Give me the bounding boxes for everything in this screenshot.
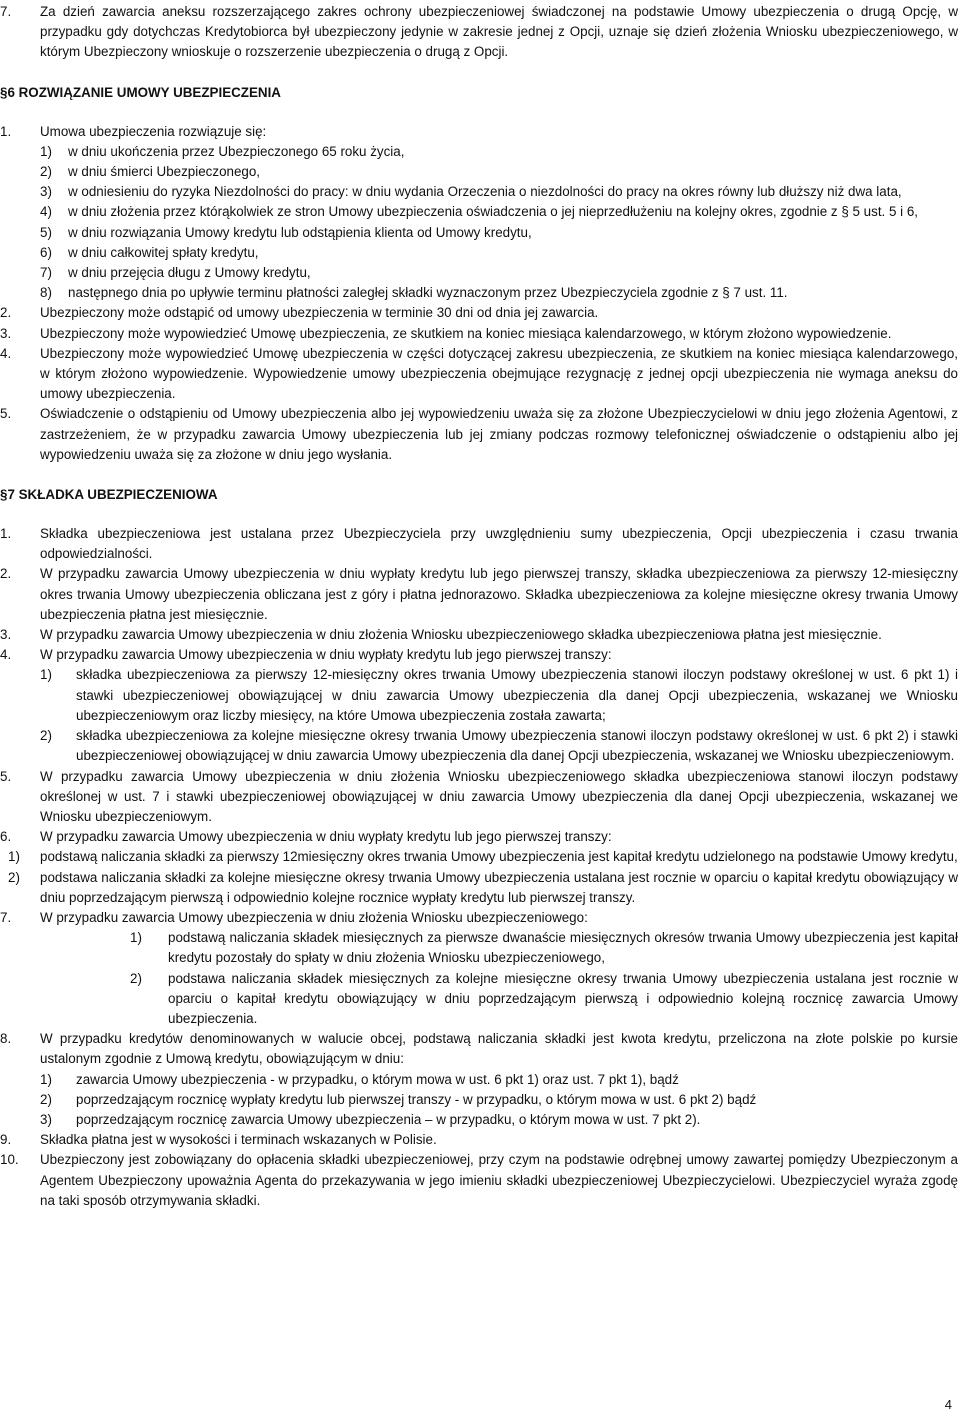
item-number: 5.	[0, 768, 12, 784]
paragraph-7-9	[0, 1130, 960, 1150]
list-item	[0, 1070, 960, 1090]
list-text: w dniu złożenia przez którąkolwiek ze stron Umowy ubezpieczenia oświadczenia o jej nieprzedłużeniu na kolejny okres, zgodnie z § 5 ust. 5 i 6,	[68, 204, 919, 220]
list-item	[0, 202, 960, 222]
list-number: 6)	[40, 244, 52, 260]
list-text: składka ubezpieczeniowa za pierwszy 12-miesięczny okres trwania Umowy ubezpieczenia stanowi iloczyn podstawy określonej w ust. 6 pkt 1) i stawki ubezpieczeniowej obowiązującej w dniu zawarcia Umowy ubezpieczenia dla danej Opcji ubezpieczenia, wskazanej we Wniosku ubezpieczeniowym oraz liczby miesięcy, na które Umowa ubezpieczenia została zawarta;	[76, 667, 958, 723]
item-number: 4.	[0, 647, 12, 663]
list-number: 2)	[40, 728, 52, 744]
paragraph-6-1	[0, 122, 960, 142]
paragraph-text: W przypadku zawarcia Umowy ubezpieczenia w dniu wypłaty kredytu lub jego pierwszej transzy, składka ubezpieczeniowa za pierwszy 12-miesięczny okres trwania Umowy ubezpieczenia obliczana jest z góry i płatna jednorazowo. Składka ubezpieczeniowa za kolejne miesięczne okresy trwania Umowy ubezpieczenia płatna jest miesięcznie.	[40, 566, 958, 622]
list-item	[0, 162, 960, 182]
list-item	[0, 1110, 960, 1130]
list-item	[0, 243, 960, 263]
list-item	[0, 142, 960, 162]
list-text: podstawa naliczania składki za kolejne miesięczne okresy trwania Umowy ubezpieczenia ustalana jest rocznie w oparciu o kapitał kredytu obowiązujący w dniu poprzedzającym pierwszą i odpowiednio kolejne rocznice wypłaty kredytu lub pierwszej transzy.	[40, 869, 958, 905]
list-item	[0, 283, 960, 303]
item-number: 1.	[0, 526, 12, 542]
list-text: składka ubezpieczeniowa za kolejne miesięczne okresy trwania Umowy ubezpieczenia stanowi iloczyn podstawy określonej w ust. 6 pkt 2) i stawki ubezpieczeniowej obowiązującej w dniu zawarcia Umowy ubezpieczenia dla danej Opcji ubezpieczenia, wskazanej we Wniosku ubezpieczeniowym.	[76, 728, 958, 764]
item-number: 9.	[0, 1132, 12, 1148]
list-text: w dniu przejęcia długu z Umowy kredytu,	[68, 265, 311, 281]
list-text: w dniu śmierci Ubezpieczonego,	[68, 164, 261, 180]
item-number: 4.	[0, 345, 12, 361]
list-number: 3)	[40, 1111, 52, 1127]
section-heading-7: §7 SKŁADKA UBEZPIECZENIOWA	[0, 487, 218, 503]
list-number: 1)	[130, 930, 142, 946]
list-number: 5)	[40, 224, 52, 240]
paragraph-6-3	[0, 324, 960, 344]
list-number: 4)	[40, 204, 52, 220]
paragraph-text: W przypadku zawarcia Umowy ubezpieczenia w dniu złożenia Wniosku ubezpieczeniowego składka ubezpieczeniowa stanowi iloczyn podstawy określonej w ust. 7 i stawki ubezpieczeniowej obowiązującej w dniu zawarcia Umowy ubezpieczenia dla danej Opcji ubezpieczenia, wskazanej we Wniosku ubezpieczeniowym.	[40, 768, 958, 824]
page-number: 4	[944, 1397, 952, 1412]
list-text: poprzedzającym rocznicę wypłaty kredytu lub pierwszej transzy - w przypadku, o którym mowa w ust. 6 pkt 2) bądź	[76, 1091, 757, 1107]
list-text: następnego dnia po upływie terminu płatności zaległej składki wyznaczonym przez Ubezpieczyciela zgodnie z § 7 ust. 11.	[68, 285, 788, 301]
paragraph-7-5	[0, 767, 960, 828]
list-number: 1)	[8, 849, 20, 865]
paragraph-text: Ubezpieczony może wypowiedzieć Umowę ubezpieczenia w części dotyczącej zakresu ubezpieczenia, ze skutkiem na koniec miesiąca kalendarzowego, w którym złożono wypowiedzenie. Wypowiedzenie umowy ubezpieczenia obejmujące rezygnację z jednej opcji ubezpieczenia nie wymaga aneksu do umowy ubezpieczenia.	[40, 345, 958, 402]
list-number: 2)	[130, 970, 142, 986]
list-item	[0, 969, 960, 1030]
paragraph-text: Składka płatna jest w wysokości i terminach wskazanych w Polisie.	[40, 1132, 437, 1148]
item-number: 8.	[0, 1031, 12, 1047]
list-item	[0, 928, 960, 968]
item-number: 7.	[0, 909, 12, 925]
paragraph-text: W przypadku kredytów denominowanych w walucie obcej, podstawą naliczania składki jest kwota kredytu, przeliczona na złote polskie po kursie ustalonym zgodnie z Umową kredytu, obowiązującym w dniu:	[40, 1031, 958, 1067]
list-number: 3)	[40, 184, 52, 200]
list-number: 1)	[40, 667, 52, 683]
paragraph-7-8	[0, 1029, 960, 1069]
paragraph-text: W przypadku zawarcia Umowy ubezpieczenia w dniu złożenia Wniosku ubezpieczeniowego składka ubezpieczeniowa płatna jest miesięcznie.	[40, 627, 882, 643]
list-text: zawarcia Umowy ubezpieczenia - w przypadku, o którym mowa w ust. 6 pkt 1) oraz ust. 7 pkt 1), bądź	[76, 1071, 679, 1087]
list-item	[0, 665, 960, 726]
item-number: 1.	[0, 123, 12, 139]
list-item	[0, 847, 960, 867]
item-number: 2.	[0, 305, 12, 321]
paragraph-7-2	[0, 564, 960, 625]
list-text: podstawą naliczania składek miesięcznych za pierwsze dwanaście miesięcznych okresów trwania Umowy ubezpieczenia jest kapitał kredytu pozostały do spłaty w dniu złożenia Wniosku ubezpieczeniowego,	[168, 930, 958, 966]
list-item	[0, 726, 960, 766]
paragraph-text: Ubezpieczony może wypowiedzieć Umowę ubezpieczenia, ze skutkiem na koniec miesiąca kalendarzowego, w którym złożono wypowiedzenie.	[40, 325, 892, 341]
paragraph-7-10	[0, 1150, 960, 1211]
list-item	[0, 868, 960, 908]
item-number: 5.	[0, 406, 12, 422]
paragraph-7-6	[0, 827, 960, 847]
paragraph-text: Składka ubezpieczeniowa jest ustalana przez Ubezpieczyciela przy uwzględnieniu sumy ubezpieczenia, Opcji ubezpieczenia i czasu trwania odpowiedzialności.	[40, 526, 958, 562]
list-text: poprzedzającym rocznicę zawarcia Umowy ubezpieczenia – w przypadku, o którym mowa w ust. 7 pkt 2).	[76, 1111, 701, 1127]
list-number: 8)	[40, 285, 52, 301]
list-item	[0, 263, 960, 283]
paragraph-7-3	[0, 625, 960, 645]
list-item	[0, 182, 960, 202]
list-text: w odniesieniu do ryzyka Niezdolności do pracy: w dniu wydania Orzeczenia o niezdolności do pracy na okres równy lub dłuższy niż dwa lata,	[68, 184, 902, 200]
list-text: podstawą naliczania składki za pierwszy 12miesięczny okres trwania Umowy ubezpieczenia jest kapitał kredytu udzielonego na podstawie Umowy kredytu,	[40, 849, 958, 865]
paragraph-text: Ubezpieczony jest zobowiązany do opłacenia składki ubezpieczeniowej, przy czym na podstawie odrębnej umowy zawartej pomiędzy Ubezpieczonym a Agentem Ubezpieczony upoważnia Agenta do przekazywania w jego imieniu składki ubezpieczeniowej Ubezpieczycielowi. Ubezpieczyciel wyraża zgodę na taki sposób otrzymywania składki.	[40, 1152, 958, 1208]
paragraph-text: Ubezpieczony może odstąpić od umowy ubezpieczenia w terminie 30 dni od dnia jej zawarcia.	[40, 305, 599, 321]
list-number: 2)	[40, 1091, 52, 1107]
paragraph-text: W przypadku zawarcia Umowy ubezpieczenia w dniu wypłaty kredytu lub jego pierwszej transzy:	[40, 829, 612, 845]
item-number: 3.	[0, 325, 12, 341]
paragraph-text: Umowa ubezpieczenia rozwiązuje się:	[40, 123, 267, 139]
item-number: 7.	[0, 4, 12, 19]
list-text: podstawa naliczania składek miesięcznych za kolejne miesięczne okresy trwania Umowy ubezpieczenia ustalana jest rocznie w oparciu o kapitał kredytu obowiązujący w dniu poprzedzającym pierwszą i odpowiednio kolejną rocznicę zawarcia Umowy ubezpieczenia.	[168, 970, 958, 1026]
paragraph-6-5	[0, 404, 960, 465]
item-number: 3.	[0, 627, 12, 643]
list-text: w dniu całkowitej spłaty kredytu,	[68, 244, 259, 260]
list-number: 1)	[40, 143, 52, 159]
paragraph-text: Za dzień zawarcia aneksu rozszerzającego zakres ochrony ubezpieczeniowej świadczonej na podstawie Umowy ubezpieczenia o drugą Opcję, w przypadku gdy dotychczas Kredytobiorca był ubezpieczony jedynie w zakresie jednej z Opcji, uznaje się dzień złożenia Wniosku ubezpieczeniowego, w którym Ubezpieczony wnioskuje o rozszerzenie ubezpieczenia o drugą z Opcji.	[40, 4, 958, 60]
list-number: 1)	[40, 1071, 52, 1087]
paragraph-7-1	[0, 524, 960, 564]
paragraph-5-7	[0, 2, 960, 63]
item-number: 6.	[0, 829, 12, 845]
paragraph-6-2	[0, 303, 960, 323]
list-number: 2)	[40, 164, 52, 180]
paragraph-7-4	[0, 645, 960, 665]
paragraph-text: W przypadku zawarcia Umowy ubezpieczenia w dniu wypłaty kredytu lub jego pierwszej transzy:	[40, 647, 612, 663]
list-text: w dniu ukończenia przez Ubezpieczonego 65 roku życia,	[68, 143, 405, 159]
list-item	[0, 1090, 960, 1110]
list-number: 7)	[40, 265, 52, 281]
paragraph-7-7	[0, 908, 960, 928]
item-number: 10.	[0, 1152, 19, 1168]
list-item	[0, 223, 960, 243]
item-number: 2.	[0, 566, 12, 582]
paragraph-text: Oświadczenie o odstąpieniu od Umowy ubezpieczenia albo jej wypowiedzeniu uważa się za złożone Ubezpieczycielowi w dniu jego złożenia Agentowi, z zastrzeżeniem, że w przypadku zawarcia Umowy ubezpieczenia lub jej zmiany podczas rozmowy telefonicznej oświadczenie o odstąpieniu albo jej wypowiedzeniu uważa się za złożone w dniu jego wysłania.	[40, 406, 958, 462]
paragraph-6-4	[0, 344, 960, 405]
list-text: w dniu rozwiązania Umowy kredytu lub odstąpienia klienta od Umowy kredytu,	[68, 224, 532, 240]
section-heading-6: §6 ROZWIĄZANIE UMOWY UBEZPIECZENIA	[0, 84, 281, 100]
paragraph-text: W przypadku zawarcia Umowy ubezpieczenia w dniu złożenia Wniosku ubezpieczeniowego:	[40, 909, 588, 925]
list-number: 2)	[8, 869, 20, 885]
